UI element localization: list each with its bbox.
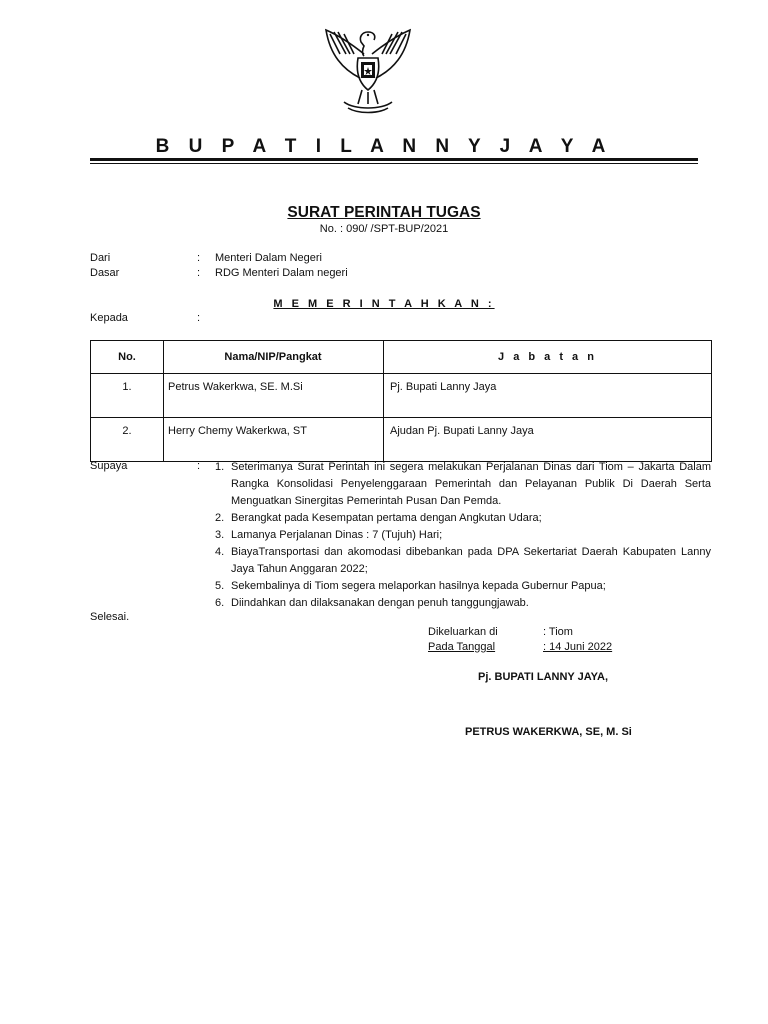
- row-name: Herry Chemy Wakerkwa, ST: [164, 418, 384, 462]
- issued-date-label: Pada Tanggal: [428, 641, 496, 653]
- field-colon-from: :: [197, 252, 201, 264]
- recipient-label: Kepada: [90, 312, 128, 324]
- header-no: No.: [91, 341, 164, 374]
- row-position: Ajudan Pj. Bupati Lanny Jaya: [384, 418, 712, 462]
- document-title: SURAT PERINTAH TUGAS: [287, 204, 481, 221]
- signatory-title: Pj. BUPATI LANNY JAYA,: [478, 671, 608, 683]
- recipient-colon: :: [197, 312, 201, 324]
- field-label-basis: Dasar: [90, 267, 120, 279]
- header-position: J a b a t a n: [384, 341, 712, 374]
- field-label-from: Dari: [90, 252, 111, 264]
- item-number: 5.: [215, 580, 225, 592]
- issued-date-value: : 14 Juni 2022: [543, 641, 613, 653]
- garuda-emblem-icon: [318, 24, 418, 116]
- row-name: Petrus Wakerkwa, SE. M.Si: [164, 374, 384, 418]
- table-row: [91, 374, 712, 418]
- signatory-name: PETRUS WAKERKWA, SE, M. Si: [465, 726, 632, 738]
- closing-text: Selesai.: [90, 611, 130, 623]
- table-row: [91, 418, 712, 462]
- instructions-label: Supaya: [90, 460, 128, 472]
- regent-heading: B U P A T I L A N N Y J A Y A: [155, 136, 613, 157]
- item-number: 6.: [215, 597, 225, 609]
- instructions-list: [215, 459, 711, 612]
- item-text: Seterimanya Surat Perintah ini segera melakukan Perjalanan Dinas dari Tiom – Jakarta Dalam Rangka Konsolidasi Penyelenggaraan Pemerintah dan Pelayanan Publik Di Daerah Serta Menguatkan Sinergitas Pemerintah Pusan Dan Pemda.: [231, 461, 711, 507]
- item-text: Sekembalinya di Tiom segera melaporkan hasilnya kepada Gubernur Papua;: [231, 580, 606, 592]
- row-no: 1.: [91, 374, 164, 418]
- order-heading: M E M E R I N T A H K A N :: [273, 298, 495, 310]
- issued-at-label: Dikeluarkan di: [428, 626, 498, 638]
- field-colon-basis: :: [197, 267, 201, 279]
- list-item: [215, 595, 711, 612]
- field-value-basis: RDG Menteri Dalam negeri: [215, 267, 348, 279]
- item-number: 1.: [215, 461, 225, 473]
- issued-at-value: : Tiom: [543, 626, 573, 638]
- row-position: Pj. Bupati Lanny Jaya: [384, 374, 712, 418]
- list-item: [215, 459, 711, 510]
- list-item: [215, 510, 711, 527]
- list-item: [215, 527, 711, 544]
- instructions-colon: :: [197, 460, 201, 472]
- item-text: Berangkat pada Kesempatan pertama dengan Angkutan Udara;: [231, 512, 542, 524]
- list-item: [215, 578, 711, 595]
- header-rule-thick: [90, 158, 698, 161]
- item-number: 3.: [215, 529, 225, 541]
- item-number: 2.: [215, 512, 225, 524]
- header-name: Nama/NIP/Pangkat: [164, 341, 384, 374]
- header-rule-thin: [90, 163, 698, 164]
- assignment-table: [90, 340, 712, 462]
- item-number: 4.: [215, 546, 225, 558]
- document-number: No. : 090/ /SPT-BUP/2021: [319, 223, 449, 235]
- table-header-row: [91, 341, 712, 374]
- item-text: BiayaTransportasi dan akomodasi dibebankan pada DPA Sekertariat Daerah Kabupaten Lanny Jaya Tahun Anggaran 2022;: [231, 546, 711, 575]
- list-item: [215, 544, 711, 578]
- field-value-from: Menteri Dalam Negeri: [215, 252, 322, 264]
- item-text: Lamanya Perjalanan Dinas : 7 (Tujuh) Hari;: [231, 529, 443, 541]
- item-text: Diindahkan dan dilaksanakan dengan penuh tanggungjawab.: [231, 597, 529, 609]
- row-no: 2.: [91, 418, 164, 462]
